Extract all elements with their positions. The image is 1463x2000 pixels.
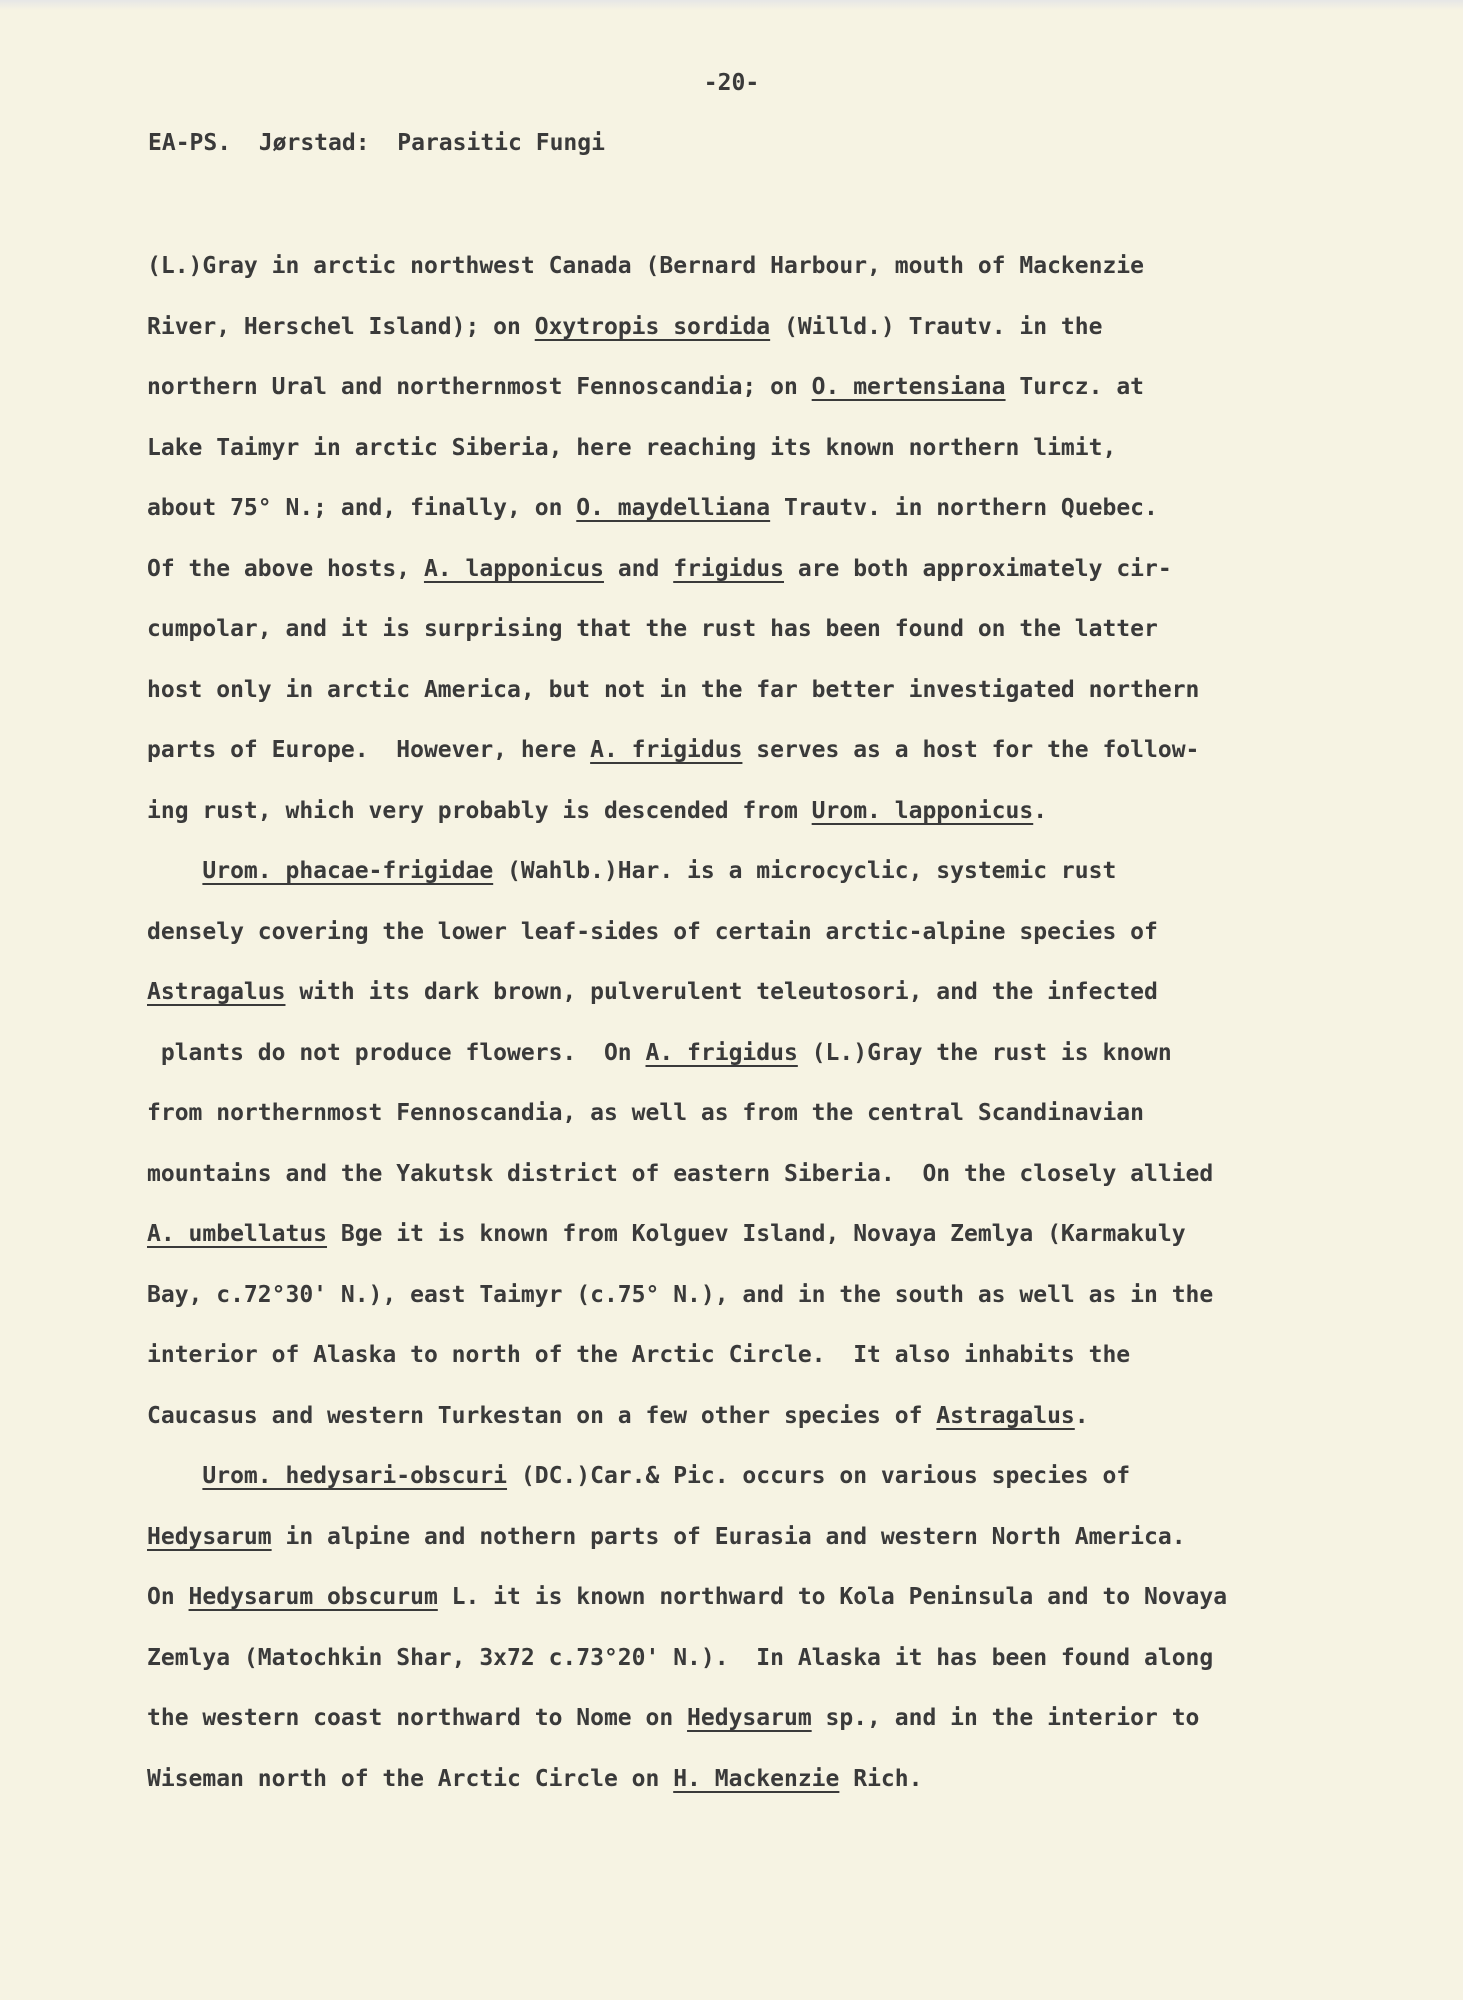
text-segment: serves as a host for the follow- [742, 737, 1200, 763]
text-segment: in alpine and nothern parts of Eurasia and western North America. [271, 1523, 1186, 1550]
taxon-name: Oxytropis sordida [534, 313, 771, 340]
text-line [147, 902, 1347, 963]
text-line [147, 478, 1347, 539]
taxon-name: A. frigidus [590, 737, 743, 763]
text-segment: Turcz. at [1005, 374, 1145, 400]
text-line [147, 660, 1347, 721]
running-head: EA-PS. Jørstad: Parasitic Fungi [148, 130, 605, 156]
text-segment: Trautv. in northern Quebec. [770, 495, 1158, 521]
text-line [147, 1204, 1347, 1265]
text-line [147, 1325, 1347, 1386]
text-segment: (L.)Gray the rust is known [797, 1039, 1172, 1066]
taxon-name: O. mertensiana [811, 374, 1006, 400]
taxon-name: Hedysarum [147, 1523, 272, 1550]
text-segment: Of the above hosts, [147, 555, 424, 582]
text-segment: from northernmost Fennoscandia, as well as from the central Scandinavian [147, 1100, 1144, 1126]
text-line [147, 357, 1347, 418]
text-segment: ing rust, which very probably is descended from [147, 797, 812, 824]
text-line [147, 297, 1347, 358]
text-line [147, 1749, 1347, 1810]
taxon-name: A. lapponicus [423, 555, 604, 582]
text-segment: L. it is known northward to Kola Peninsula and to Novaya [437, 1584, 1228, 1610]
text-line [147, 1083, 1347, 1144]
body-text [147, 236, 1347, 1809]
text-line [147, 1386, 1347, 1447]
text-line [147, 599, 1347, 660]
text-segment: On [147, 1584, 189, 1610]
text-line [147, 539, 1347, 600]
text-line [147, 720, 1347, 781]
page-edge [0, 0, 1463, 10]
taxon-name: A. umbellatus [147, 1221, 328, 1247]
text-segment [147, 858, 202, 884]
text-segment: plants do not produce flowers. On [147, 1039, 646, 1066]
text-line [147, 1144, 1347, 1205]
text-segment: sp., and in the interior to [811, 1705, 1200, 1731]
text-segment: cumpolar, and it is surprising that the rust has been found on the latter [147, 616, 1158, 642]
text-segment: parts of Europe. However, here [147, 737, 591, 763]
taxon-name: Hedysarum [687, 1705, 812, 1731]
text-segment: (Willd.) Trautv. in the [770, 313, 1103, 340]
text-segment: northern Ural and northernmost Fennoscandia; on [147, 374, 812, 400]
text-segment: Bge it is known from Kolguev Island, Novaya Zemlya (Karmakuly [327, 1221, 1186, 1247]
text-segment: host only in arctic America, but not in the far better investigated northern [147, 676, 1200, 703]
taxon-name: frigidus [673, 555, 784, 582]
taxon-name: Urom. lapponicus [811, 797, 1034, 824]
text-line [147, 962, 1347, 1023]
text-segment: the western coast northward to Nome on [147, 1705, 688, 1731]
text-line [147, 1446, 1347, 1507]
text-segment: (DC.)Car.& Pic. occurs on various species of [507, 1463, 1131, 1489]
text-segment: about 75° N.; and, finally, on [147, 495, 577, 521]
text-line [147, 418, 1347, 479]
text-line [147, 236, 1347, 297]
text-segment: . [1033, 797, 1048, 824]
text-segment: Caucasus and western Turkestan on a few other species of [147, 1402, 937, 1429]
text-line [147, 1628, 1347, 1689]
text-segment: interior of Alaska to north of the Arctic Circle. It also inhabits the [147, 1342, 1131, 1368]
taxon-name: Astragalus [936, 1402, 1075, 1429]
text-line [147, 841, 1347, 902]
text-line [147, 1567, 1347, 1628]
text-segment: Bay, c.72°30' N.), east Taimyr (c.75° N.), and in the south as well as in the [147, 1281, 1214, 1308]
text-segment: Zemlya (Matochkin Shar, 3x72 c.73°20' N.). In Alaska it has been found along [147, 1644, 1214, 1671]
taxon-name: Astragalus [147, 979, 286, 1005]
text-segment: Rich. [839, 1765, 923, 1792]
text-segment: and [603, 555, 674, 582]
taxon-name: A. frigidus [645, 1039, 798, 1066]
taxon-name: O. maydelliana [576, 495, 771, 521]
taxon-name: Urom. hedysari-obscuri [202, 1463, 508, 1489]
text-segment: (Wahlb.)Har. is a microcyclic, systemic rust [493, 858, 1117, 884]
taxon-name: Hedysarum obscurum [188, 1584, 438, 1610]
text-segment: Wiseman north of the Arctic Circle on [147, 1765, 674, 1792]
text-segment: are both approximately cir- [784, 555, 1172, 582]
text-line [147, 1507, 1347, 1568]
text-segment: River, Herschel Island); on [147, 313, 535, 340]
text-line [147, 1023, 1347, 1084]
text-segment [147, 1463, 202, 1489]
text-segment: densely covering the lower leaf-sides of certain arctic-alpine species of [147, 918, 1158, 945]
page-number: -20- [703, 70, 760, 96]
taxon-name: H. Mackenzie [673, 1765, 840, 1792]
text-segment: mountains and the Yakutsk district of eastern Siberia. On the closely allied [147, 1160, 1214, 1187]
text-segment: (L.)Gray in arctic northwest Canada (Bernard Harbour, mouth of Mackenzie [147, 253, 1144, 279]
text-line [147, 781, 1347, 842]
text-segment: . [1074, 1402, 1089, 1429]
taxon-name: Urom. phacae-frigidae [202, 858, 494, 884]
text-segment: with its dark brown, pulverulent teleutosori, and the infected [285, 979, 1158, 1005]
text-segment: Lake Taimyr in arctic Siberia, here reaching its known northern limit, [147, 434, 1117, 461]
text-line [147, 1688, 1347, 1749]
text-line [147, 1265, 1347, 1326]
